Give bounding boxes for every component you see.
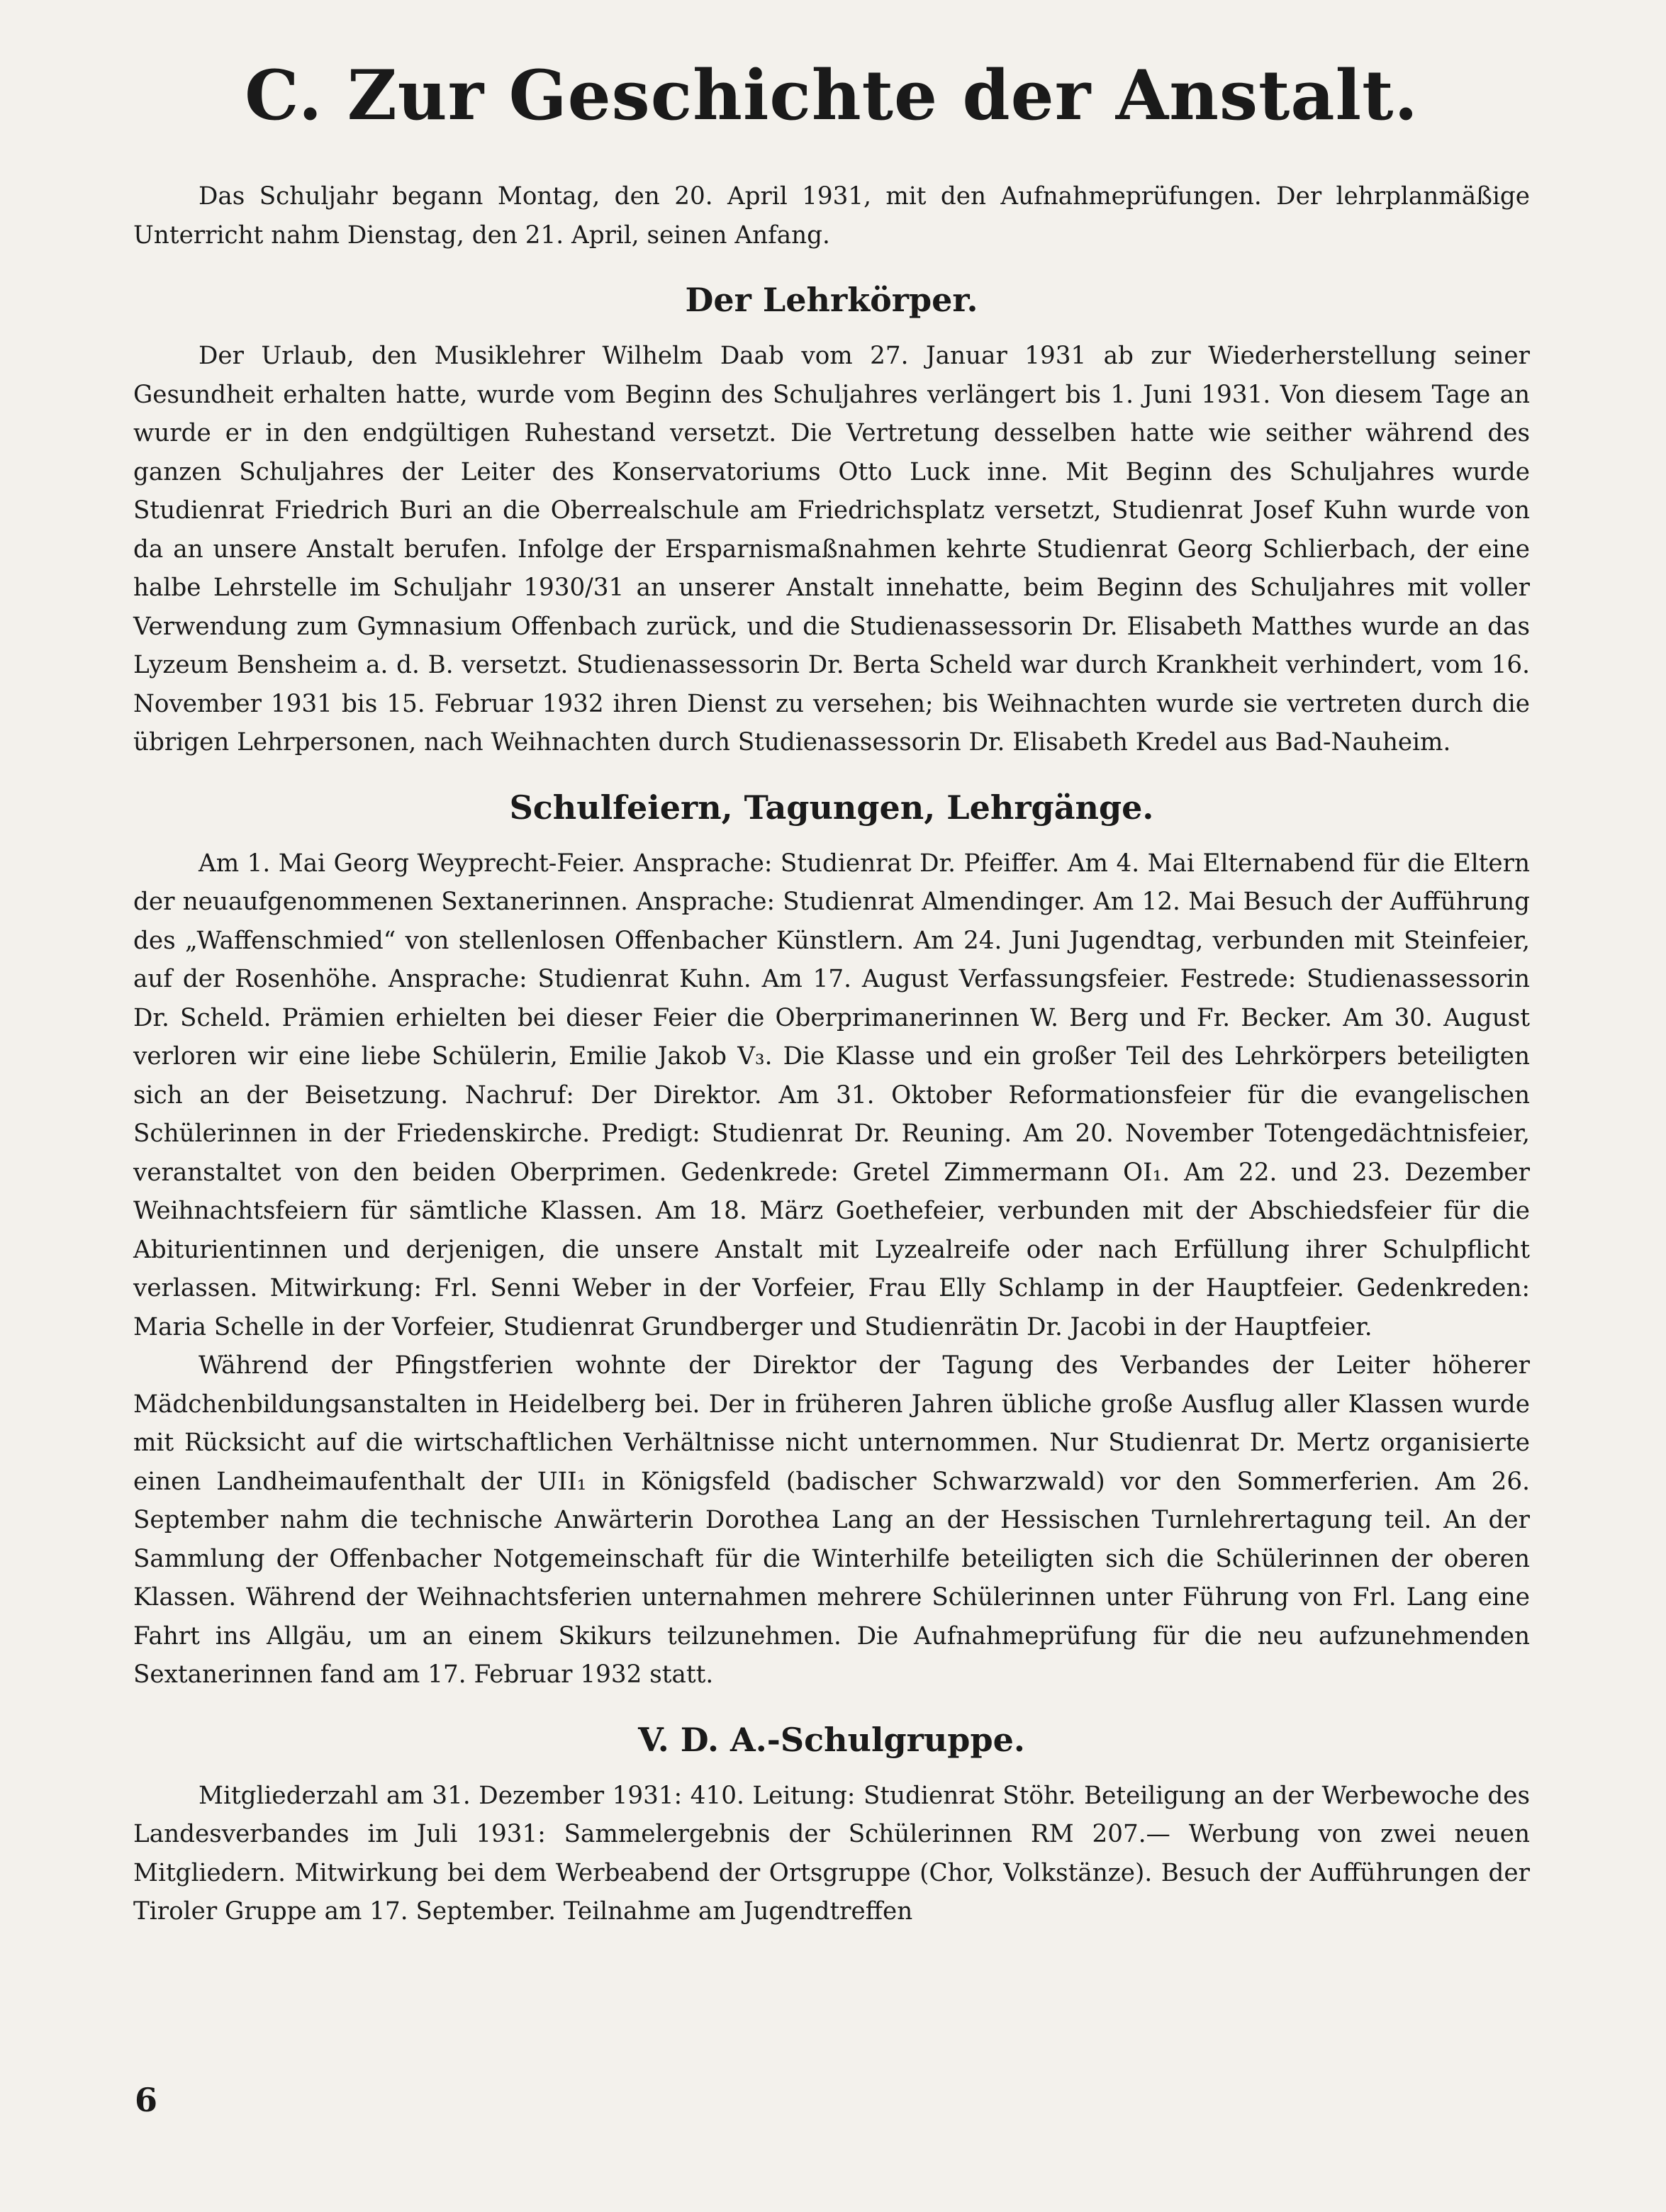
schulfeiern-paragraph-2: Während der Pfingstferien wohnte der Direktor der Tagung des Verbandes der Leiter höherer Mädchenbildungsanstalten in Heidelberg bei. Der in früheren Jahren übliche große Ausflug aller Klassen wurde mit Rücksicht auf die wirtschaftlichen Verhältnisse nicht unternommen. Nur Studienrat Dr. Mertz organisierte einen Landheimaufenthalt der UII₁ in Königsfeld (badischer Schwarzwald) vor den Sommerferien. Am 26. September nahm die technische Anwärterin Dorothea Lang an der Hessischen Turnlehrertagung teil. An der Sammlung der Offenbacher Notgemeinschaft für die Winterhilfe beteiligten sich die Schülerinnen der oberen Klassen. Während der Weihnachtsferien unternahmen mehrere Schülerinnen unter Führung von Frl. Lang eine Fahrt ins Allgäu, um an einem Skikurs teilzunehmen. Die Aufnahmeprüfung für die neu aufzunehmenden Sextanerinnen fand am 17. Februar 1932 statt. <box>133 1351 1530 1689</box>
page-content <box>133 43 1530 1931</box>
section-title-schulfeiern: Schulfeiern, Tagungen, Lehrgänge. <box>509 788 1154 827</box>
section-title-vda: V. D. A.-Schulgruppe. <box>638 1720 1025 1759</box>
lehrkoerper-paragraph: Der Urlaub, den Musiklehrer Wilhelm Daab vom 27. Januar 1931 ab zur Wiederherstellung seiner Gesundheit erhalten hatte, wurde vom Beginn des Schuljahres verlängert bis 1. Juni 1931. Von diesem Tage an wurde er in den endgültigen Ruhestand versetzt. Die Vertretung desselben hatte wie seither während des ganzen Schuljahres der Leiter des Konservatoriums Otto Luck inne. Mit Beginn des Schuljahres wurde Studienrat Friedrich Buri an die Oberrealschule am Friedrichsplatz versetzt, Studienrat Josef Kuhn wurde von da an unsere Anstalt berufen. Infolge der Ersparnismaßnahmen kehrte Studienrat Georg Schlierbach, der eine halbe Lehrstelle im Schuljahr 1930/31 an unserer Anstalt innehatte, beim Beginn des Schuljahres mit voller Verwendung zum Gymnasium Offenbach zurück, und die Studienassessorin Dr. Elisabeth Matthes wurde an das Lyzeum Bensheim a. d. B. versetzt. Studienassessorin Dr. Berta Scheld war durch Krankheit verhindert, vom 16. November 1931 bis 15. Februar 1932 ihren Dienst zu versehen; bis Weihnachten wurde sie vertreten durch die übrigen Lehrpersonen, nach Weihnachten durch Studienassessorin Dr. Elisabeth Kredel aus Bad-Nauheim. <box>133 342 1530 756</box>
section-title-lehrkoerper: Der Lehrkörper. <box>685 281 978 319</box>
schulfeiern-paragraph-1: Am 1. Mai Georg Weyprecht-Feier. Ansprache: Studienrat Dr. Pfeiffer. Am 4. Mai Elternabend für die Eltern der neuaufgenommenen Sextanerinnen. Ansprache: Studienrat Almendinger. Am 12. Mai Besuch der Aufführung des „Waffenschmied“ von stellenlosen Offenbacher Künstlern. Am 24. Juni Jugendtag, verbunden mit Steinfeier, auf der Rosenhöhe. Ansprache: Studienrat Kuhn. Am 17. August Verfassungsfeier. Festrede: Studienassessorin Dr. Scheld. Prämien erhielten bei dieser Feier die Oberprimanerinnen W. Berg und Fr. Becker. Am 30. August verloren wir eine liebe Schülerin, Emilie Jakob V₃. Die Klasse und ein großer Teil des Lehrkörpers beteiligten sich an der Beisetzung. Nachruf: Der Direktor. Am 31. Oktober Reformationsfeier für die evangelischen Schülerinnen in der Friedenskirche. Predigt: Studienrat Dr. Reuning. Am 20. November Totengedächtnisfeier, veranstaltet von den beiden Oberprimen. Gedenkrede: Gretel Zimmermann OI₁. Am 22. und 23. Dezember Weihnachtsfeiern für sämtliche Klassen. Am 18. März Goethefeier, verbunden mit der Abschiedsfeier für die Abiturientinnen und derjenigen, die unsere Anstalt mit Lyzealreife oder nach Erfüllung ihrer Schulpflicht verlassen. Mitwirkung: Frl. Senni Weber in der Vorfeier, Frau Elly Schlamp in der Hauptfeier. Gedenkreden: Maria Schelle in der Vorfeier, Studienrat Grundberger und Studienrätin Dr. Jacobi in der Hauptfeier. <box>133 849 1530 1341</box>
vda-paragraph: Mitgliederzahl am 31. Dezember 1931: 410. Leitung: Studienrat Stöhr. Beteiligung an der Werbewoche des Landesverbandes im Juli 1931: Sammelergebnis der Schülerinnen RM 207.— Werbung von zwei neuen Mitgliedern. Mitwirkung bei dem Werbeabend der Ortsgruppe (Chor, Volkstänze). Besuch der Aufführungen der Tiroler Gruppe am 17. September. Teilnahme am Jugendtreffen <box>133 1781 1530 1926</box>
page-title: C. Zur Geschichte der Anstalt. <box>245 55 1419 135</box>
page-number: 6 <box>135 2081 158 2119</box>
intro-paragraph: Das Schuljahr begann Montag, den 20. April 1931, mit den Aufnahmeprüfungen. Der lehrplanmäßige Unterricht nahm Dienstag, den 21. April, seinen Anfang. <box>133 182 1530 250</box>
